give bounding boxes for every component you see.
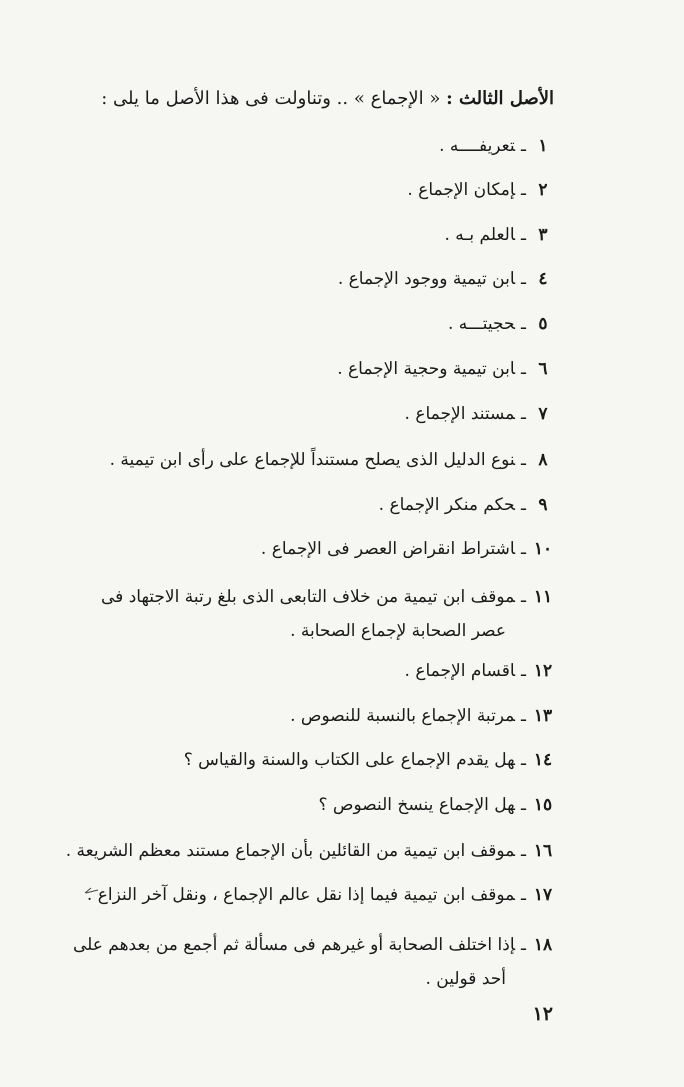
margin-check-mark [84,886,100,896]
list-item: ١٣ـمرتبة الإجماع بالنسبة للنصوص . [290,703,554,729]
item-text: مرتبة الإجماع بالنسبة للنصوص . [290,706,516,726]
list-item: ١٠ـاشتراط انقراض العصر فى الإجماع . [261,536,554,562]
list-item: ١ـتعريفــــه . [439,133,554,159]
item-text: تعريفــــه . [439,136,516,156]
list-item: ١٨ـإذا اختلف الصحابة أو غيرهم فى مسألة ثم أجمع من بعدهم على أحد قولين . [56,928,554,996]
heading-label: الأصل الثالث : [446,88,554,109]
item-text: ابن تيمية وحجية الإجماع . [337,359,516,379]
item-number: ١٦ [533,841,553,861]
list-item: ٧ـمستند الإجماع . [405,401,554,427]
list-item: ١١ـموقف ابن تيمية من خلاف التابعى الذى بلغ رتبة الاجتهاد فى عصر الصحابة لإجماع الصحابة . [56,580,554,648]
list-item: ١٥ـهل الإجماع ينسخ النصوص ؟ [318,792,554,818]
list-item: ٢ـإمكان الإجماع . [407,177,554,203]
item-number: ١ [538,136,548,156]
item-number: ١٣ [533,706,553,726]
item-text: إذا اختلف الصحابة أو غيرهم فى مسألة ثم أجمع من بعدهم على [72,935,516,955]
list-item: ٤ـابن تيمية ووجود الإجماع . [338,266,554,292]
item-text: اشتراط انقراض العصر فى الإجماع . [260,539,516,559]
item-number: ١٠ [533,539,553,559]
item-number: ٨ [538,450,548,470]
list-item: ٨ـنوع الدليل الذى يصلح مستنداً للإجماع على رأى ابن تيمية . [110,447,554,473]
item-number: ١٤ [533,750,553,770]
item-text-continued: عصر الصحابة لإجماع الصحابة . [290,621,506,641]
item-number: ٣ [538,225,548,245]
item-number: ٦ [538,359,548,379]
list-item: ١٧ـموقف ابن تيمية فيما إذا نقل عالم الإجماع ، ونقل آخر النزاع . [87,882,554,908]
item-number: ٩ [538,495,548,515]
item-text: ابن تيمية ووجود الإجماع . [337,269,516,289]
item-text: العلم بـه . [444,225,516,245]
item-number: ٢ [538,180,548,200]
list-item: ١٢ـاقسام الإجماع . [405,658,554,684]
item-text: حجيتـــه . [447,314,516,334]
list-item: ٦ـابن تيمية وحجية الإجماع . [337,356,554,382]
item-number: ١٧ [533,885,553,905]
item-text-continued: أحد قولين . [425,969,506,989]
item-text: نوع الدليل الذى يصلح مستنداً للإجماع على رأى ابن تيمية . [109,450,516,470]
item-text: اقسام الإجماع . [404,661,516,681]
list-item: ٣ـالعلم بـه . [444,222,554,248]
list-item: ٩ـحكم منكر الإجماع . [379,492,554,518]
list-item: ١٤ـهل يقدم الإجماع على الكتاب والسنة والقياس ؟ [184,747,554,773]
item-number: ٤ [538,269,548,289]
item-number: ٥ [538,314,548,334]
item-text: إمكان الإجماع . [407,180,516,200]
heading-text: « الإجماع » .. وتناولت فى هذا الأصل ما يلى : [101,88,441,109]
page-number: ١٢ [532,1003,553,1025]
item-text: مستند الإجماع . [404,404,516,424]
item-text: موقف ابن تيمية من القائلين بأن الإجماع مستند معظم الشريعة . [65,841,516,861]
item-text: موقف ابن تيمية من خلاف التابعى الذى بلغ رتبة الاجتهاد فى [101,587,516,607]
section-heading [101,86,554,112]
item-text: موقف ابن تيمية فيما إذا نقل عالم الإجماع ، ونقل آخر النزاع . [86,885,516,905]
item-number: ٧ [538,404,548,424]
item-text: هل يقدم الإجماع على الكتاب والسنة والقياس ؟ [183,750,516,770]
item-text: هل الإجماع ينسخ النصوص ؟ [318,795,516,815]
item-number: ١١ [533,587,553,607]
list-item: ٥ـحجيتـــه . [448,311,554,337]
item-number: ١٢ [533,661,553,681]
item-number: ١٥ [533,795,553,815]
item-text: حكم منكر الإجماع . [378,495,516,515]
list-item: ١٦ـموقف ابن تيمية من القائلين بأن الإجماع مستند معظم الشريعة . [66,838,554,864]
item-number: ١٨ [533,935,553,955]
